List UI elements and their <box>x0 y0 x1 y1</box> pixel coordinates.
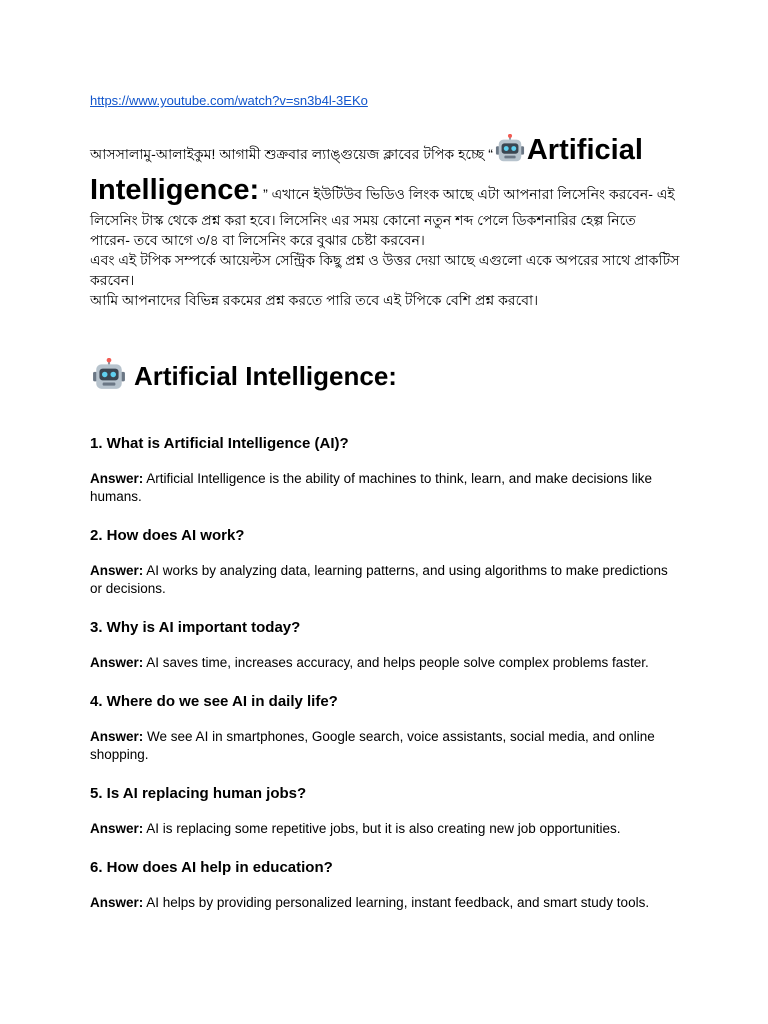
qa-item-2 <box>90 526 680 598</box>
answer-text: AI saves time, increases accuracy, and helps people solve complex problems faster. <box>146 655 649 670</box>
question-2: 2. How does AI work? <box>90 527 245 544</box>
answer-label: Answer: <box>90 729 144 744</box>
intro-line-5: এবং এই টপিক সম্পর্কে আয়েল্টস সেন্ট্রিক কিছু প্রশ্ন ও উত্তর দেয়া আছে এগুলো একে অপরের সাথে প্রাকটিস <box>90 252 680 268</box>
qa-item-3 <box>90 618 680 672</box>
intro-line-3: লিসেনিং টাস্ক থেকে প্রশ্ন করা হবে। লিসেনিং এর সময় কোনো নতুন শব্দ পেলে ডিকশনারির হেল্প নিতে <box>90 212 636 228</box>
answer-text: AI is replacing some repetitive jobs, but it is also creating new job opportunities. <box>146 821 621 836</box>
document-page <box>90 92 680 912</box>
qa-item-5 <box>90 784 680 838</box>
answer-5 <box>90 820 680 838</box>
answer-label: Answer: <box>90 471 144 486</box>
intro-topic-word1: Artificial <box>526 134 643 166</box>
question-3: 3. Why is AI important today? <box>90 619 301 636</box>
intro-paragraph <box>90 130 680 310</box>
section-heading <box>90 358 680 394</box>
question-1: 1. What is Artificial Intelligence (AI)? <box>90 435 349 452</box>
answer-text: AI works by analyzing data, learning patterns, and using algorithms to make predictions or decisions. <box>90 563 668 596</box>
question-6: 6. How does AI help in education? <box>90 859 333 876</box>
robot-icon <box>495 134 525 164</box>
answer-label: Answer: <box>90 821 144 836</box>
intro-topic-word2: Intelligence: <box>90 174 260 206</box>
answer-1 <box>90 470 680 506</box>
answer-label: Answer: <box>90 655 144 670</box>
answer-6 <box>90 894 680 912</box>
answer-2 <box>90 562 680 598</box>
question-5: 5. Is AI replacing human jobs? <box>90 785 307 802</box>
qa-item-4 <box>90 692 680 764</box>
intro-greeting: আসসালামু-আলাইকুম! আগামী শুক্রবার ল্যাঙ্গুয়েজ ক্লাবের টপিক হচ্ছে “ <box>90 146 493 162</box>
question-4: 4. Where do we see AI in daily life? <box>90 693 338 710</box>
qa-item-6 <box>90 858 680 912</box>
answer-text: AI helps by providing personalized learning, instant feedback, and smart study tools. <box>146 895 650 910</box>
intro-text-2: ” এখানে ইউটিউব ভিডিও লিংক আছে এটা আপনারা লিসেনিং করবেন- এই <box>263 186 675 202</box>
answer-label: Answer: <box>90 563 144 578</box>
answer-3 <box>90 654 680 672</box>
answer-label: Answer: <box>90 895 144 910</box>
answer-4 <box>90 728 680 764</box>
qa-item-1 <box>90 434 680 506</box>
intro-line-6: করবেন। <box>90 272 135 288</box>
answer-text: We see AI in smartphones, Google search, voice assistants, social media, and online shopping. <box>90 729 655 762</box>
section-title-text: Artificial Intelligence: <box>134 361 397 391</box>
intro-line-4: পারেন- তবে আগে ৩/৪ বা লিসেনিং করে বুঝার চেষ্টা করবেন। <box>90 232 425 248</box>
youtube-link[interactable]: https://www.youtube.com/watch?v=sn3b4l-3EKo <box>90 93 368 108</box>
intro-line-7: আমি আপনাদের বিভিন্ন রকমের প্রশ্ন করতে পারি তবে এই টপিকে বেশি প্রশ্ন করবো। <box>90 292 539 308</box>
robot-icon <box>92 358 126 392</box>
answer-text: Artificial Intelligence is the ability of machines to think, learn, and make decisions like humans. <box>90 471 653 504</box>
